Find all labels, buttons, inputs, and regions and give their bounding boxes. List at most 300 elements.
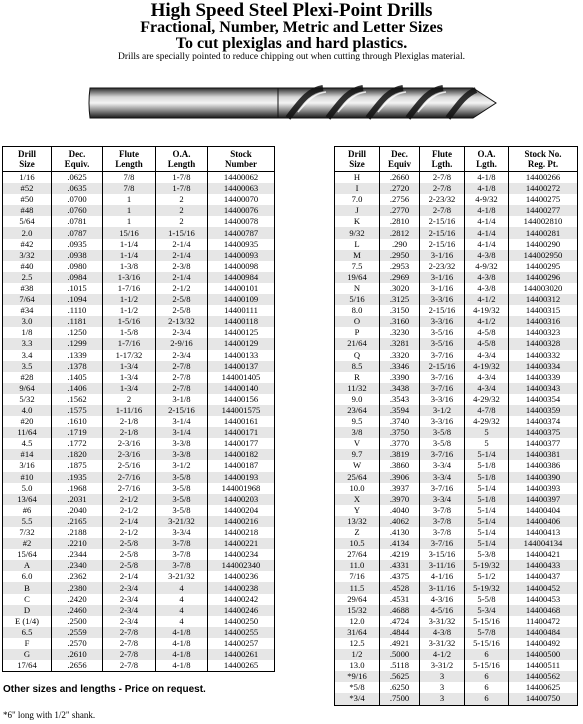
flute-length-cell: 3-1/16 <box>420 250 465 261</box>
oa-length-cell: 3-5/8 <box>156 505 208 516</box>
table-row <box>3 272 275 283</box>
stock-number-cell: 14400390 <box>509 472 578 483</box>
flute-length-cell: 3-3/4 <box>420 460 465 471</box>
stock-number-cell: 14400076 <box>208 205 275 216</box>
table-row <box>3 616 275 627</box>
dec-equiv-cell: .3230 <box>380 327 420 338</box>
drill-size-cell: Y <box>335 505 380 516</box>
table-row <box>335 394 578 405</box>
flute-length-cell: 2-3/4 <box>103 616 156 627</box>
dec-equiv-cell: .0787 <box>52 227 103 238</box>
table-row <box>3 627 275 638</box>
dec-equiv-cell: .0700 <box>52 194 103 205</box>
oa-length-cell: 3-7/8 <box>156 549 208 560</box>
dec-equiv-cell: .1015 <box>52 283 103 294</box>
drill-size-cell: #50 <box>3 194 52 205</box>
table-row <box>335 693 578 705</box>
drill-size-cell: #6 <box>3 505 52 516</box>
table-row <box>3 194 275 205</box>
left-drill-table <box>2 146 275 672</box>
stock-number-cell: 11400472 <box>509 616 578 627</box>
oa-length-cell: 5-19/32 <box>465 560 509 571</box>
flute-length-cell: 1-3/16 <box>103 272 156 283</box>
drill-size-cell: 4.5 <box>3 438 52 449</box>
dec-equiv-cell: .3160 <box>380 316 420 327</box>
stock-number-cell: 14400265 <box>208 660 275 672</box>
oa-length-cell: 3-3/8 <box>156 438 208 449</box>
oa-length-cell: 4-3/4 <box>465 372 509 383</box>
stock-number-cell: 14400377 <box>509 438 578 449</box>
oa-length-cell: 4 <box>156 605 208 616</box>
oa-length-cell: 4-3/4 <box>465 350 509 361</box>
stock-number-cell: 14400393 <box>509 483 578 494</box>
dec-equiv-cell: .3970 <box>380 494 420 505</box>
stock-number-cell: 14400334 <box>509 361 578 372</box>
oa-length-cell: 5-15/16 <box>465 660 509 671</box>
table-row <box>335 627 578 638</box>
stock-number-cell: 14400234 <box>208 549 275 560</box>
table-row <box>335 671 578 682</box>
dec-equiv-cell: .4134 <box>380 538 420 549</box>
oa-length-cell: 5-1/4 <box>465 538 509 549</box>
stock-number-cell: 14400275 <box>509 194 578 205</box>
stock-number-cell: 14400193 <box>208 472 275 483</box>
table-row <box>3 571 275 582</box>
dec-equiv-cell: .2165 <box>52 516 103 527</box>
flute-length-cell: 1-3/4 <box>103 372 156 383</box>
flute-length-cell: 1-3/4 <box>103 383 156 394</box>
stock-number-cell: 14400453 <box>509 594 578 605</box>
stock-number-cell: 14400437 <box>509 571 578 582</box>
drill-size-cell: 1/16 <box>3 172 52 184</box>
oa-length-cell: 4-1/8 <box>156 649 208 660</box>
dec-equiv-cell: .4531 <box>380 594 420 605</box>
stock-number-cell: 144004134 <box>509 538 578 549</box>
stock-number-cell: 14400323 <box>509 327 578 338</box>
dec-equiv-cell: .3438 <box>380 383 420 394</box>
header-note: Drills are specially pointed to reduce chipping out when cutting through Plexiglas material. <box>118 52 465 62</box>
stock-number-cell: 14400406 <box>509 516 578 527</box>
drill-size-cell: R <box>335 372 380 383</box>
table-row <box>3 350 275 361</box>
flute-length-cell: 3-1/16 <box>420 272 465 283</box>
drill-size-cell: 7/64 <box>3 294 52 305</box>
table-row <box>3 416 275 427</box>
drill-size-cell: #34 <box>3 305 52 316</box>
drill-size-cell: 3.0 <box>3 316 52 327</box>
table-row <box>3 394 275 405</box>
oa-length-cell: 4-3/8 <box>465 283 509 294</box>
oa-length-cell: 3-1/8 <box>156 394 208 405</box>
dec-equiv-cell: .2660 <box>380 172 420 184</box>
table-row <box>3 338 275 349</box>
table-row <box>335 361 578 372</box>
flute-length-cell: 2-15/16 <box>420 216 465 227</box>
dec-equiv-cell: .3770 <box>380 438 420 449</box>
stock-number-cell: 14400343 <box>509 383 578 394</box>
dec-equiv-cell: .1406 <box>52 383 103 394</box>
table-row <box>3 183 275 194</box>
dec-equiv-cell: .1772 <box>52 438 103 449</box>
flute-length-cell: 3-1/2 <box>420 405 465 416</box>
flute-length-cell: 3-7/8 <box>420 516 465 527</box>
table-row <box>3 527 275 538</box>
stock-number-cell: 14400935 <box>208 239 275 250</box>
drill-size-cell: 8.0 <box>335 305 380 316</box>
stock-number-cell: 14400093 <box>208 250 275 261</box>
drill-size-cell: 13.0 <box>335 660 380 671</box>
flute-length-cell: 3 <box>420 693 465 705</box>
flute-length-cell: 2-7/8 <box>420 205 465 216</box>
drill-size-cell: 5.0 <box>3 483 52 494</box>
dec-equiv-cell: .2950 <box>380 250 420 261</box>
dec-equiv-cell: .1110 <box>52 305 103 316</box>
stock-number-cell: 14400354 <box>509 394 578 405</box>
oa-length-cell: 6 <box>465 693 509 705</box>
dec-equiv-cell: .4844 <box>380 627 420 638</box>
dec-equiv-cell: .3320 <box>380 350 420 361</box>
drill-size-cell: 2.5 <box>3 272 52 283</box>
table-row <box>335 538 578 549</box>
stock-number-cell: 14400137 <box>208 361 275 372</box>
table-row <box>335 372 578 383</box>
oa-length-cell: 2-15/16 <box>156 405 208 416</box>
dec-equiv-cell: .290 <box>380 239 420 250</box>
oa-length-cell: 3-7/8 <box>156 560 208 571</box>
flute-length-cell: 2-3/4 <box>103 605 156 616</box>
flute-length-cell: 2-7/8 <box>103 649 156 660</box>
dec-equiv-cell: .0781 <box>52 216 103 227</box>
dec-equiv-cell: .2500 <box>52 616 103 627</box>
drill-size-cell: 3/16 <box>3 460 52 471</box>
drill-size-cell: 19/64 <box>335 272 380 283</box>
dec-equiv-cell: .4724 <box>380 616 420 627</box>
oa-length-cell: 2-5/8 <box>156 305 208 316</box>
dec-equiv-cell: .2340 <box>52 560 103 571</box>
flute-length-cell: 3-11/16 <box>420 582 465 593</box>
flute-length-cell: 2-1/8 <box>103 427 156 438</box>
flute-length-cell: 1-1/4 <box>103 250 156 261</box>
dec-equiv-cell: .2460 <box>52 605 103 616</box>
oa-length-cell: 5-19/32 <box>465 582 509 593</box>
flute-length-cell: 4-1/16 <box>420 571 465 582</box>
table-row <box>3 239 275 250</box>
flute-length-cell: 3-7/16 <box>420 483 465 494</box>
stock-number-cell: 14400404 <box>509 505 578 516</box>
stock-number-cell: 14400156 <box>208 394 275 405</box>
table-row <box>335 350 578 361</box>
flute-length-cell: 2-7/8 <box>420 183 465 194</box>
drill-bit-image <box>88 80 498 126</box>
flute-length-cell: 2-5/8 <box>103 560 156 571</box>
oa-length-cell: 4 <box>156 616 208 627</box>
dec-equiv-cell: .1575 <box>52 405 103 416</box>
table-row <box>335 516 578 527</box>
stock-number-cell: 14400098 <box>208 261 275 272</box>
dec-equiv-cell: .1250 <box>52 327 103 338</box>
oa-length-cell: 3-5/8 <box>156 483 208 494</box>
oa-length-cell: 2-1/4 <box>156 239 208 250</box>
oa-length-cell: 4-29/32 <box>465 416 509 427</box>
oa-length-cell: 6 <box>465 671 509 682</box>
table-row <box>335 416 578 427</box>
table-row <box>3 250 275 261</box>
table-row <box>3 405 275 416</box>
oa-length-cell: 4-1/8 <box>156 638 208 649</box>
flute-length-cell: 2-23/32 <box>420 261 465 272</box>
stock-number-cell: 144003020 <box>509 283 578 294</box>
oa-length-cell: 5-1/4 <box>465 483 509 494</box>
drill-size-cell: 3.3 <box>3 338 52 349</box>
dec-equiv-cell: .4921 <box>380 638 420 649</box>
table-row <box>335 594 578 605</box>
stock-number-cell: 14400171 <box>208 427 275 438</box>
oa-length-cell: 4-3/8 <box>465 272 509 283</box>
dec-equiv-cell: .2559 <box>52 627 103 638</box>
table-row <box>3 460 275 471</box>
drill-size-cell: I <box>335 183 380 194</box>
stock-number-cell: 14400187 <box>208 460 275 471</box>
table-row <box>335 183 578 194</box>
flute-length-cell: 1 <box>103 194 156 205</box>
flute-length-cell: 3-31/32 <box>420 638 465 649</box>
drill-size-cell: H <box>335 172 380 184</box>
drill-size-cell: Z <box>335 527 380 538</box>
oa-length-cell: 6 <box>465 682 509 693</box>
dec-equiv-cell: .2420 <box>52 594 103 605</box>
flute-length-cell: 3-3/4 <box>420 494 465 505</box>
dec-equiv-cell: .3594 <box>380 405 420 416</box>
drill-size-cell: V <box>335 438 380 449</box>
flute-length-cell: 3-3/16 <box>420 394 465 405</box>
flute-length-cell: 3-7/8 <box>420 527 465 538</box>
table-row <box>335 505 578 516</box>
dec-equiv-cell: .0935 <box>52 239 103 250</box>
stock-number-cell: 14400316 <box>509 316 578 327</box>
flute-length-cell: 3-5/8 <box>420 438 465 449</box>
stock-number-cell: 14400290 <box>509 239 578 250</box>
pricing-note: Other sizes and lengths - Price on request. <box>3 684 206 695</box>
dec-equiv-cell: .4528 <box>380 582 420 593</box>
flute-length-cell: 3-11/16 <box>420 560 465 571</box>
table-row <box>335 405 578 416</box>
dec-equiv-cell: .1820 <box>52 449 103 460</box>
table-row <box>3 172 275 184</box>
drill-size-cell: *9/16 <box>335 671 380 682</box>
oa-length-cell: 3-5/8 <box>156 494 208 505</box>
stock-number-cell: 14400272 <box>509 183 578 194</box>
table-row <box>335 571 578 582</box>
drill-size-cell: 27/64 <box>335 549 380 560</box>
drill-size-cell: 9.7 <box>335 449 380 460</box>
oa-length-cell: 2 <box>156 216 208 227</box>
oa-length-cell: 4-1/8 <box>465 172 509 184</box>
drill-size-cell: W <box>335 460 380 471</box>
dec-equiv-cell: .2610 <box>52 649 103 660</box>
oa-length-cell: 4-1/8 <box>156 660 208 672</box>
oa-length-cell: 3-7/8 <box>156 538 208 549</box>
oa-length-cell: 4-1/4 <box>465 216 509 227</box>
table-row <box>3 327 275 338</box>
oa-length-cell: 3-5/8 <box>156 472 208 483</box>
table-row <box>335 472 578 483</box>
stock-number-cell: 14400374 <box>509 416 578 427</box>
drill-size-cell: 1/2 <box>335 649 380 660</box>
table-row <box>335 327 578 338</box>
dec-equiv-cell: .5625 <box>380 671 420 682</box>
drill-size-cell: 9.0 <box>335 394 380 405</box>
table-row <box>335 316 578 327</box>
drill-size-cell: 10.5 <box>335 538 380 549</box>
drill-size-cell: *5/8 <box>335 682 380 693</box>
dec-equiv-cell: .1339 <box>52 350 103 361</box>
stock-number-cell: 14400062 <box>208 172 275 184</box>
dec-equiv-cell: .1610 <box>52 416 103 427</box>
dec-equiv-cell: .3860 <box>380 460 420 471</box>
drill-size-cell: 5/64 <box>3 216 52 227</box>
oa-length-cell: 4-5/8 <box>465 327 509 338</box>
stock-number-cell: 144001405 <box>208 372 275 383</box>
dec-equiv-cell: .2770 <box>380 205 420 216</box>
drill-size-cell: 3/8 <box>335 427 380 438</box>
flute-length-cell: 3-31/2 <box>420 660 465 671</box>
stock-number-cell: 14400125 <box>208 327 275 338</box>
flute-length-cell: 3-7/8 <box>420 505 465 516</box>
drill-size-cell: 3/32 <box>3 250 52 261</box>
table-row <box>335 194 578 205</box>
stock-number-cell: 14400511 <box>509 660 578 671</box>
table-row <box>3 494 275 505</box>
stock-number-cell: 14400257 <box>208 638 275 649</box>
flute-length-cell: 2-3/4 <box>103 582 156 593</box>
dec-equiv-cell: .3020 <box>380 283 420 294</box>
table-row <box>3 638 275 649</box>
dec-equiv-cell: .4040 <box>380 505 420 516</box>
stock-number-cell: 14400109 <box>208 294 275 305</box>
oa-length-cell: 5-1/4 <box>465 449 509 460</box>
stock-number-cell: 14400133 <box>208 350 275 361</box>
oa-length-cell: 5-1/2 <box>465 571 509 582</box>
flute-length-cell: 7/8 <box>103 172 156 184</box>
drill-size-cell: L <box>335 239 380 250</box>
table-row <box>335 216 578 227</box>
table-row <box>335 449 578 460</box>
dec-equiv-cell: .7500 <box>380 693 420 705</box>
stock-number-cell: 14400266 <box>509 172 578 184</box>
flute-length-cell: 4-1/2 <box>420 649 465 660</box>
flute-length-cell: 3 <box>420 671 465 682</box>
drill-size-cell: 3.5 <box>3 361 52 372</box>
dec-equiv-cell: .2210 <box>52 538 103 549</box>
oa-length-cell: 5-1/4 <box>465 527 509 538</box>
dec-equiv-cell: .1562 <box>52 394 103 405</box>
stock-number-cell: 14400236 <box>208 571 275 582</box>
oa-length-cell: 2-3/4 <box>156 327 208 338</box>
table-row <box>335 250 578 261</box>
dec-equiv-cell: .2344 <box>52 549 103 560</box>
stock-number-cell: 14400161 <box>208 416 275 427</box>
drill-size-cell: 1/8 <box>3 327 52 338</box>
drill-size-cell: 17/64 <box>3 660 52 672</box>
drill-size-cell: #10 <box>3 472 52 483</box>
dec-equiv-cell: .4331 <box>380 560 420 571</box>
drill-size-cell: 7/32 <box>3 527 52 538</box>
right-drill-table <box>334 146 578 706</box>
oa-length-cell: 3-21/32 <box>156 516 208 527</box>
table-row <box>335 205 578 216</box>
flute-length-cell: 3-7/16 <box>420 538 465 549</box>
table-row <box>335 272 578 283</box>
table-row <box>3 372 275 383</box>
table-row <box>3 216 275 227</box>
header-dec-equiv: Dec. Equiv. <box>52 147 103 172</box>
drill-size-cell: 8.5 <box>335 361 380 372</box>
drill-size-cell: #20 <box>3 416 52 427</box>
dec-equiv-cell: .2570 <box>52 638 103 649</box>
dec-equiv-cell: .1378 <box>52 361 103 372</box>
stock-number-cell: 14400484 <box>509 627 578 638</box>
oa-length-cell: 5 <box>465 438 509 449</box>
oa-length-cell: 4-19/32 <box>465 361 509 372</box>
drill-size-cell: 9/32 <box>335 227 380 238</box>
stock-number-cell: 14400221 <box>208 538 275 549</box>
drill-size-cell: 12.5 <box>335 638 380 649</box>
stock-number-cell: 14400218 <box>208 527 275 538</box>
oa-length-cell: 2-9/16 <box>156 338 208 349</box>
stock-number-cell: 14400468 <box>509 605 578 616</box>
header-drill-size: Drill Size <box>335 147 380 172</box>
table-row <box>335 427 578 438</box>
flute-length-cell: 3-7/16 <box>420 372 465 383</box>
flute-length-cell: 2-3/16 <box>103 449 156 460</box>
dec-equiv-cell: .4375 <box>380 571 420 582</box>
oa-length-cell: 3-21/32 <box>156 571 208 582</box>
flute-length-cell: 1-11/16 <box>103 405 156 416</box>
dec-equiv-cell: .1875 <box>52 460 103 471</box>
stock-number-cell: 14400070 <box>208 194 275 205</box>
header-flute-length: Flute Length <box>103 147 156 172</box>
flute-length-cell: 3-5/16 <box>420 338 465 349</box>
flute-length-cell: 2-7/8 <box>103 627 156 638</box>
dec-equiv-cell: .3390 <box>380 372 420 383</box>
stock-number-cell: 14400312 <box>509 294 578 305</box>
drill-size-cell: D <box>3 605 52 616</box>
oa-length-cell: 5-15/16 <box>465 616 509 627</box>
dec-equiv-cell: .0760 <box>52 205 103 216</box>
stock-number-cell: 14400359 <box>509 405 578 416</box>
dec-equiv-cell: .3750 <box>380 427 420 438</box>
drill-size-cell: X <box>335 494 380 505</box>
oa-length-cell: 1-7/8 <box>156 172 208 184</box>
stock-number-cell: 14400078 <box>208 216 275 227</box>
stock-number-cell: 14400332 <box>509 350 578 361</box>
stock-number-cell: 14400421 <box>509 549 578 560</box>
dec-equiv-cell: .3281 <box>380 338 420 349</box>
stock-number-cell: 14400203 <box>208 494 275 505</box>
flute-length-cell: 2-1/4 <box>103 571 156 582</box>
drill-size-cell: E (1/4) <box>3 616 52 627</box>
oa-length-cell: 2-1/4 <box>156 272 208 283</box>
stock-number-cell: 14400386 <box>509 460 578 471</box>
oa-length-cell: 4-3/8 <box>465 250 509 261</box>
page-subtitle: Fractional, Number, Metric and Letter Sizes <box>140 19 443 36</box>
drill-size-cell: 13/64 <box>3 494 52 505</box>
dec-equiv-cell: .4219 <box>380 549 420 560</box>
flute-length-cell: 2-1/2 <box>103 494 156 505</box>
stock-number-cell: 144002950 <box>509 250 578 261</box>
stock-number-cell: 14400277 <box>509 205 578 216</box>
dec-equiv-cell: .0980 <box>52 261 103 272</box>
